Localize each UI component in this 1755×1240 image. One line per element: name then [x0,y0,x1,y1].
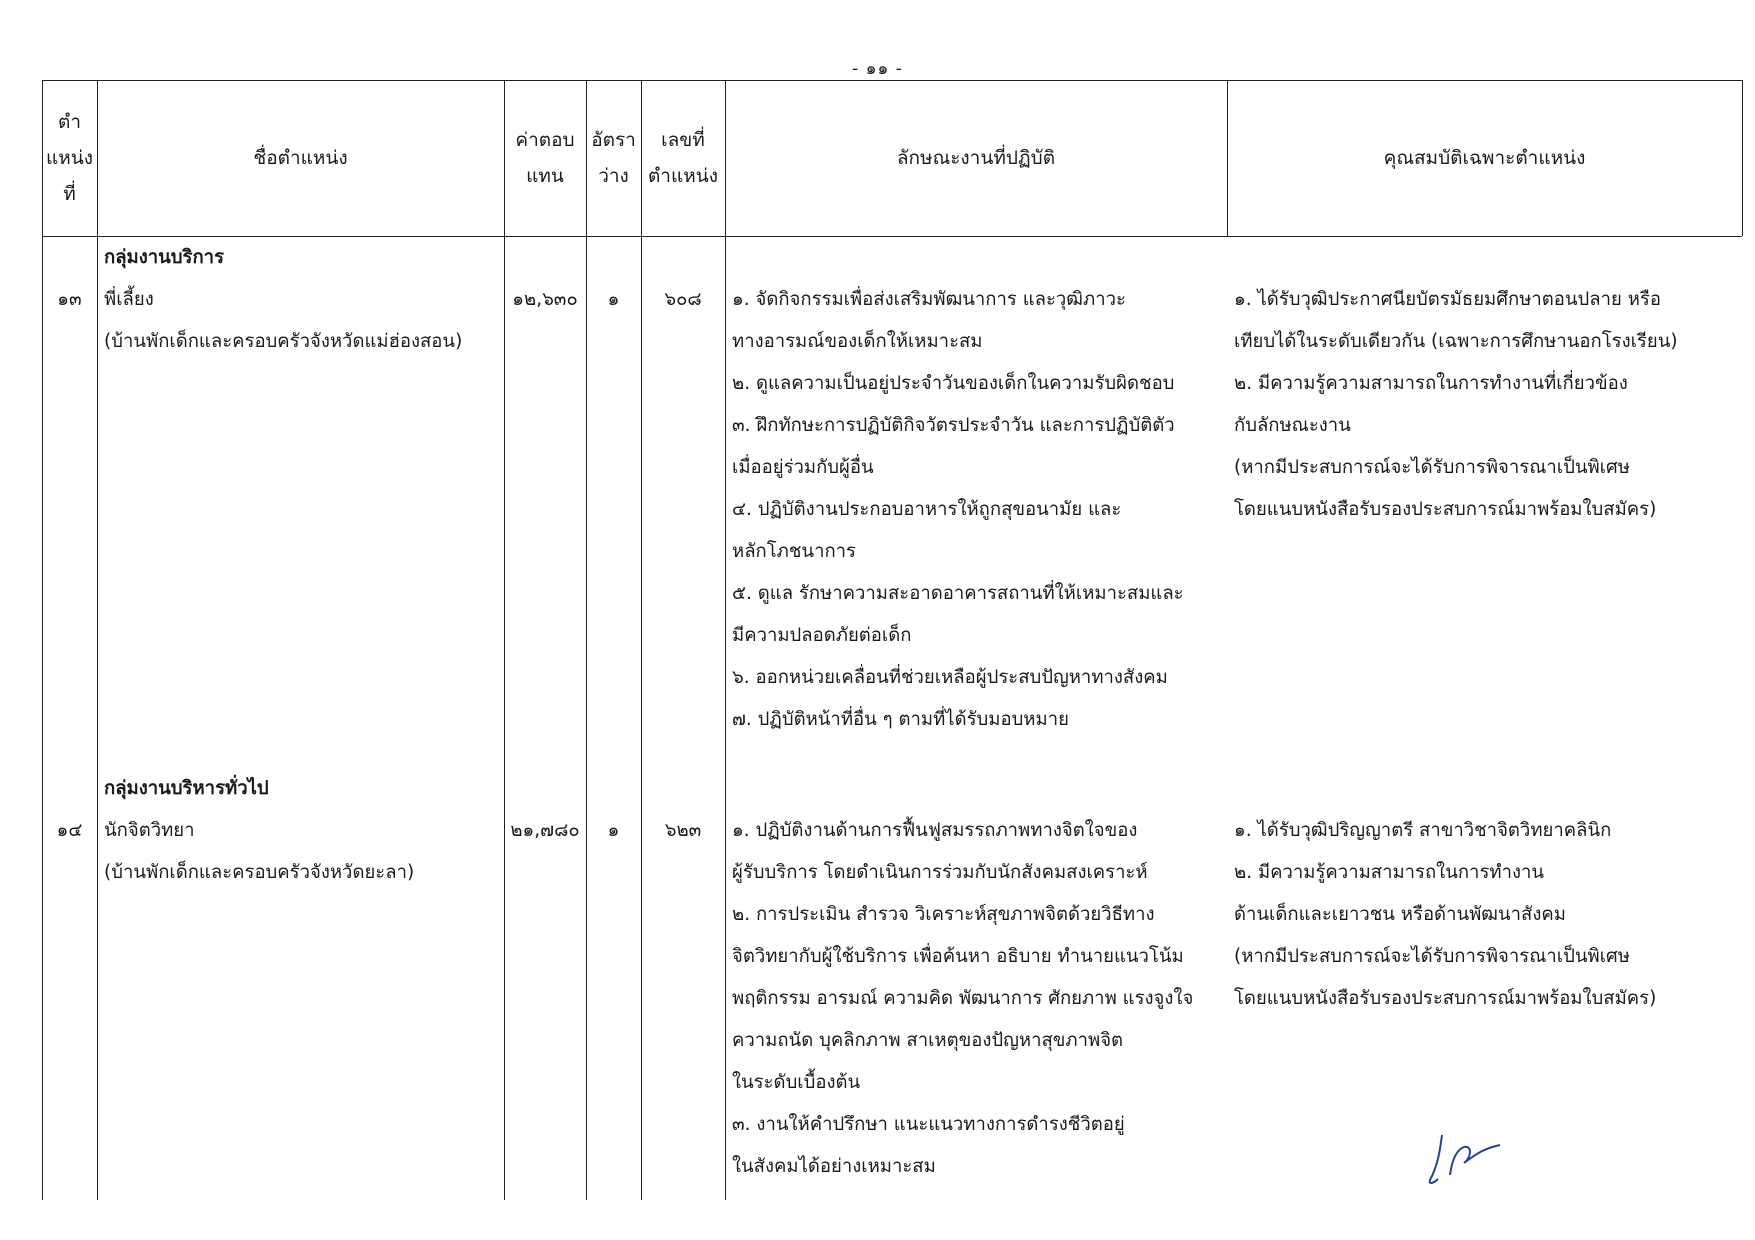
col-rule [641,80,642,1200]
duty-line: ๑. ปฏิบัติงานด้านการฟื้นฟูสมรรถภาพทางจิตใจของ [732,820,1138,841]
position-no: ๑๔ [56,820,83,841]
qualification-line: โดยแนบหนังสือรับรองประสบการณ์มาพร้อมใบสมัคร) [1234,499,1657,520]
col-rule [586,80,587,1200]
header-compensation-line: แทน [526,165,564,187]
header-position-no-line: ตำ [57,111,81,133]
qualification-line: ๑. ได้รับวุฒิปริญญาตรี สาขาวิชาจิตวิทยาคลินิก [1234,820,1612,841]
vacancy-count: ๑ [607,820,620,841]
duty-line: ๕. ดูแล รักษาความสะอาดอาคารสถานที่ให้เหมาะสมและ [732,583,1184,604]
header-compensation [504,80,586,236]
header-duties [725,80,1227,236]
duty-line: หลักโภชนาการ [732,541,856,562]
duty-line: มีความปลอดภัยต่อเด็ก [732,625,912,646]
duty-line: ๑. จัดกิจกรรมเพื่อส่งเสริมพัฒนาการ และวุฒิภาวะ [732,289,1126,310]
position-unit: (บ้านพักเด็กและครอบครัวจังหวัดแม่ฮ่องสอน) [104,331,463,352]
compensation: ๑๒,๖๓๐ [512,289,578,310]
handwritten-signature [1420,1125,1510,1195]
header-position-title [97,80,504,236]
duty-line: ในระดับเบื้องต้น [732,1072,861,1093]
header-duties-text: ลักษณะงานที่ปฏิบัติ [896,147,1056,169]
qualification-line: กับลักษณะงาน [1234,415,1351,436]
header-compensation-line: ค่าตอบ [515,129,575,151]
header-position-no [42,80,97,236]
col-rule [42,80,43,1200]
page-number: - ๑๑ - [852,59,903,79]
position-no: ๑๓ [57,289,82,310]
duty-line: ๔. ปฏิบัติงานประกอบอาหารให้ถูกสุขอนามัย และ [732,499,1122,520]
group-heading: กลุ่มงานบริการ [104,247,225,268]
duty-line: จิตวิทยากับผู้ใช้บริการ เพื่อค้นหา อธิบาย ทำนายแนวโน้ม [732,946,1184,967]
header-bottom-rule [42,236,1742,237]
header-position-no-line: แหน่ง [45,147,94,169]
header-position-title-text: ชื่อตำแหน่ง [253,147,348,169]
header-position-no-line: ที่ [63,183,76,205]
col-rule [725,80,726,1200]
position-table [42,80,1742,1200]
qualification-line: (หากมีประสบการณ์จะได้รับการพิจารณาเป็นพิเศษ [1234,946,1630,967]
position-unit: (บ้านพักเด็กและครอบครัวจังหวัดยะลา) [104,862,415,883]
qualification-line: ๒. มีความรู้ความสามารถในการทำงาน [1234,862,1545,883]
qualification-line: โดยแนบหนังสือรับรองประสบการณ์มาพร้อมใบสมัคร) [1234,988,1657,1009]
duty-line: ๓. งานให้คำปรึกษา แนะแนวทางการดำรงชีวิตอยู่ [732,1114,1125,1135]
position-title: นักจิตวิทยา [104,820,195,841]
position-number: ๖๒๓ [664,820,702,841]
duty-line: ๗. ปฏิบัติหน้าที่อื่น ๆ ตามที่ได้รับมอบหมาย [732,709,1069,730]
duty-line: ทางอารมณ์ของเด็กให้เหมาะสม [732,331,983,352]
qualification-line: ๒. มีความรู้ความสามารถในการทำงานที่เกี่ยวข้อง [1234,373,1628,394]
duty-line: พฤติกรรม อารมณ์ ความคิด พัฒนาการ ศักยภาพ แรงจูงใจ [732,988,1194,1009]
position-number: ๖๐๘ [664,289,702,310]
header-vacancy-line: อัตรา [591,129,636,151]
compensation: ๒๑,๗๘๐ [510,820,580,841]
duty-line: ๒. ดูแลความเป็นอยู่ประจำวันของเด็กในความรับผิดชอบ [732,373,1175,394]
qualification-line: (หากมีประสบการณ์จะได้รับการพิจารณาเป็นพิเศษ [1234,457,1630,478]
duty-line: เมื่ออยู่ร่วมกับผู้อื่น [732,457,874,478]
header-position-number-line: ตำแหน่ง [647,165,719,187]
qualification-line: ๑. ได้รับวุฒิประกาศนียบัตรมัธยมศึกษาตอนปลาย หรือ [1234,289,1661,310]
header-vacancy-line: ว่าง [598,165,629,187]
header-vacancy [586,80,641,236]
group-heading: กลุ่มงานบริหารทั่วไป [104,778,269,799]
qualification-line: ด้านเด็กและเยาวชน หรือด้านพัฒนาสังคม [1234,904,1566,925]
duty-line: ความถนัด บุคลิกภาพ สาเหตุของปัญหาสุขภาพจิต [732,1030,1124,1051]
header-position-number-line: เลขที่ [661,129,705,151]
col-rule [504,80,505,1200]
duty-line: ในสังคมได้อย่างเหมาะสม [732,1156,936,1177]
qualification-line: เทียบได้ในระดับเดียวกัน (เฉพาะการศึกษานอกโรงเรียน) [1234,331,1678,352]
duty-line: ๖. ออกหน่วยเคลื่อนที่ช่วยเหลือผู้ประสบปัญหาทางสังคม [732,667,1168,688]
duty-line: ๓. ฝึกทักษะการปฏิบัติกิจวัตรประจำวัน และการปฏิบัติตัว [732,415,1175,436]
col-rule [97,80,98,1200]
col-rule [1742,80,1743,236]
header-qualifications [1227,80,1742,236]
header-qualifications-text: คุณสมบัติเฉพาะตำแหน่ง [1383,147,1586,169]
header-position-number [641,80,725,236]
vacancy-count: ๑ [607,289,620,310]
position-title: พี่เลี้ยง [104,289,154,310]
duty-line: ๒. การประเมิน สำรวจ วิเคราะห์สุขภาพจิตด้วยวิธีทาง [732,904,1155,925]
duty-line: ผู้รับบริการ โดยดำเนินการร่วมกับนักสังคมสงเคราะห์ [732,862,1148,883]
